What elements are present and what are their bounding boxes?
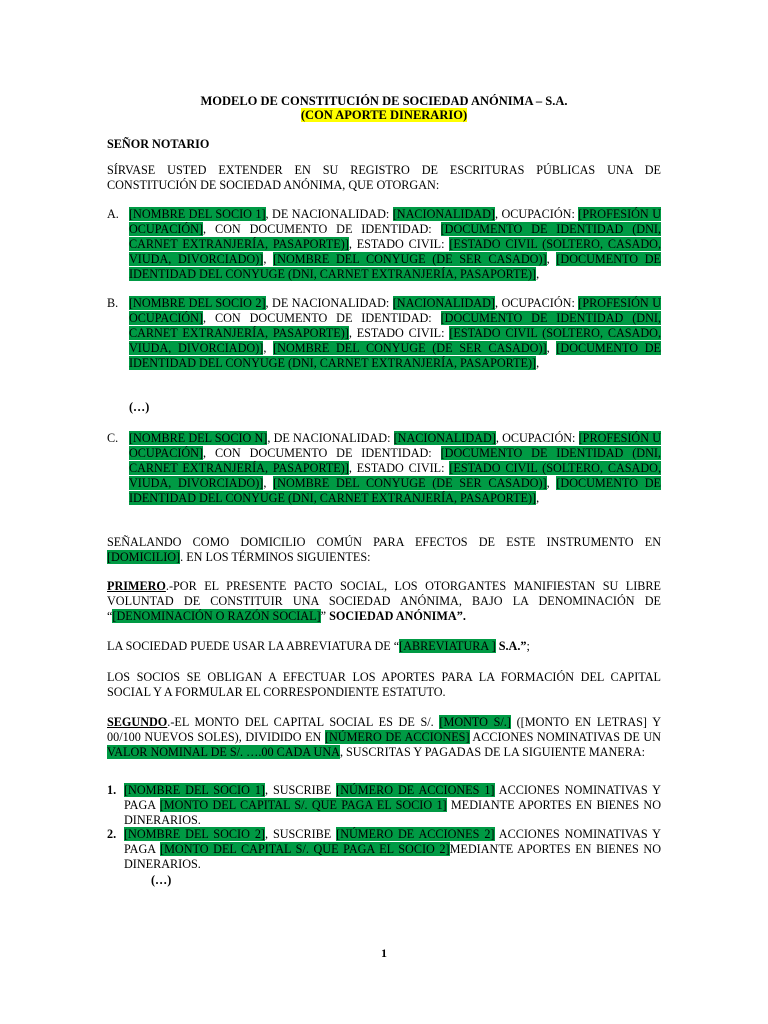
item-2-number: 2. xyxy=(107,827,117,841)
partner-b-letter: B. xyxy=(107,296,119,310)
partner-c-paragraph: [NOMBRE DEL SOCIO N], DE NACIONALIDAD: [NACIONALIDAD], OCUPACIÓN: [PROFESIÓN U OCUPACIÓN], CON DOCUMENTO DE IDENTIDAD: [DOCUMENTO DE IDENTIDAD (DNI, CARNET EXTRANJERÍA, PASAPORTE)], ESTADO CIVIL: [ESTADO CIVIL (SOLTERO, CASADO, VIUDA, DIVORCIADO)], [NOMBRE DEL CONYUGE (DE SER CASADO)], [DOCUMENTO DE IDENTIDAD DEL CONYUGE (DNI, CARNET EXTRANJERÍA, PASAPORTE)], xyxy=(129,431,662,505)
partner-c-letter: C. xyxy=(107,431,119,445)
segundo-paragraph: SEGUNDO.-EL MONTO DEL CAPITAL SOCIAL ES DE S/. [MONTO S/.] ([MONTO EN LETRAS] Y 00/100 NUEVOS SOLES), DIVIDIDO EN [NÚMERO DE ACCIONES] ACCIONES NOMINATIVAS DE UN VALOR NOMINAL DE S/. ….00 CADA UNA, SUSCRITAS Y PAGADAS DE LA SIGUIENTE MANERA: xyxy=(107,715,662,759)
page-number: 1 xyxy=(381,946,387,960)
partner-a-paragraph: [NOMBRE DEL SOCIO 1], DE NACIONALIDAD: [NACIONALIDAD], OCUPACIÓN: [PROFESIÓN U OCUPACIÓN], CON DOCUMENTO DE IDENTIDAD: [DOCUMENTO DE IDENTIDAD (DNI, CARNET EXTRANJERÍA, PASAPORTE)], ESTADO CIVIL: [ESTADO CIVIL (SOLTERO, CASADO, VIUDA, DIVORCIADO)], [NOMBRE DEL CONYUGE (DE SER CASADO)], [DOCUMENTO DE IDENTIDAD DEL CONYUGE (DNI, CARNET EXTRANJERÍA, PASAPORTE)], xyxy=(129,207,662,281)
partner-b-paragraph: [NOMBRE DEL SOCIO 2], DE NACIONALIDAD: [NACIONALIDAD], OCUPACIÓN: [PROFESIÓN U OCUPACIÓN], CON DOCUMENTO DE IDENTIDAD: [DOCUMENTO DE IDENTIDAD (DNI, CARNET EXTRANJERÍA, PASAPORTE)], ESTADO CIVIL: [ESTADO CIVIL (SOLTERO, CASADO, VIUDA, DIVORCIADO)], [NOMBRE DEL CONYUGE (DE SER CASADO)], [DOCUMENTO DE IDENTIDAD DEL CONYUGE (DNI, CARNET EXTRANJERÍA, PASAPORTE)], xyxy=(129,296,662,370)
abreviatura-paragraph: LA SOCIEDAD PUEDE USAR LA ABREVIATURA DE “[ABREVIATURA ] S.A.”; xyxy=(107,639,530,653)
items-ellipsis: (…) xyxy=(151,873,172,887)
document-title: MODELO DE CONSTITUCIÓN DE SOCIEDAD ANÓNIMA – S.A. xyxy=(200,94,568,108)
item-1-number: 1. xyxy=(107,783,117,797)
greeting: SEÑOR NOTARIO xyxy=(107,137,210,151)
intro-paragraph: SÍRVASE USTED EXTENDER EN SU REGISTRO DE ESCRITURAS PÚBLICAS UNA DE CONSTITUCIÓN DE SOCIEDAD ANÓNIMA, QUE OTORGAN: xyxy=(107,163,661,192)
item-2-paragraph: [NOMBRE DEL SOCIO 2], SUSCRIBE [NÚMERO DE ACCIONES 2] ACCIONES NOMINATIVAS Y PAGA [MONTO DEL CAPITAL S/. QUE PAGA EL SOCIO 2]MEDIANTE APORTES EN BIENES NO DINERARIOS. xyxy=(124,827,661,871)
partner-a-letter: A. xyxy=(107,207,119,221)
primero-paragraph: PRIMERO.-POR EL PRESENTE PACTO SOCIAL, LOS OTORGANTES MANIFIESTAN SU LIBRE VOLUNTAD DE CONSTITUIR UNA SOCIEDAD ANÓNIMA, BAJO LA DENOMINACIÓN DE “[DENOMINACIÓN O RAZÓN SOCIAL]” SOCIEDAD ANÓNIMA”. xyxy=(107,579,661,623)
partners-ellipsis: (…) xyxy=(129,400,150,414)
item-1-paragraph: [NOMBRE DEL SOCIO 1], SUSCRIBE [NÚMERO DE ACCIONES 1] ACCIONES NOMINATIVAS Y PAGA [MONTO DEL CAPITAL S/. QUE PAGA EL SOCIO 1] MEDIANTE APORTES EN BIENES NO DINERARIOS. xyxy=(124,783,661,827)
domicilio-paragraph: SEÑALANDO COMO DOMICILIO COMÚN PARA EFECTOS DE ESTE INSTRUMENTO EN [DOMICILIO]. EN LOS TÉRMINOS SIGUIENTES: xyxy=(107,535,661,564)
aportes-paragraph: LOS SOCIOS SE OBLIGAN A EFECTUAR LOS APORTES PARA LA FORMACIÓN DEL CAPITAL SOCIAL Y A FORMULAR EL CORRESPONDIENTE ESTATUTO. xyxy=(107,670,661,699)
document-subtitle: (CON APORTE DINERARIO) xyxy=(300,108,468,122)
